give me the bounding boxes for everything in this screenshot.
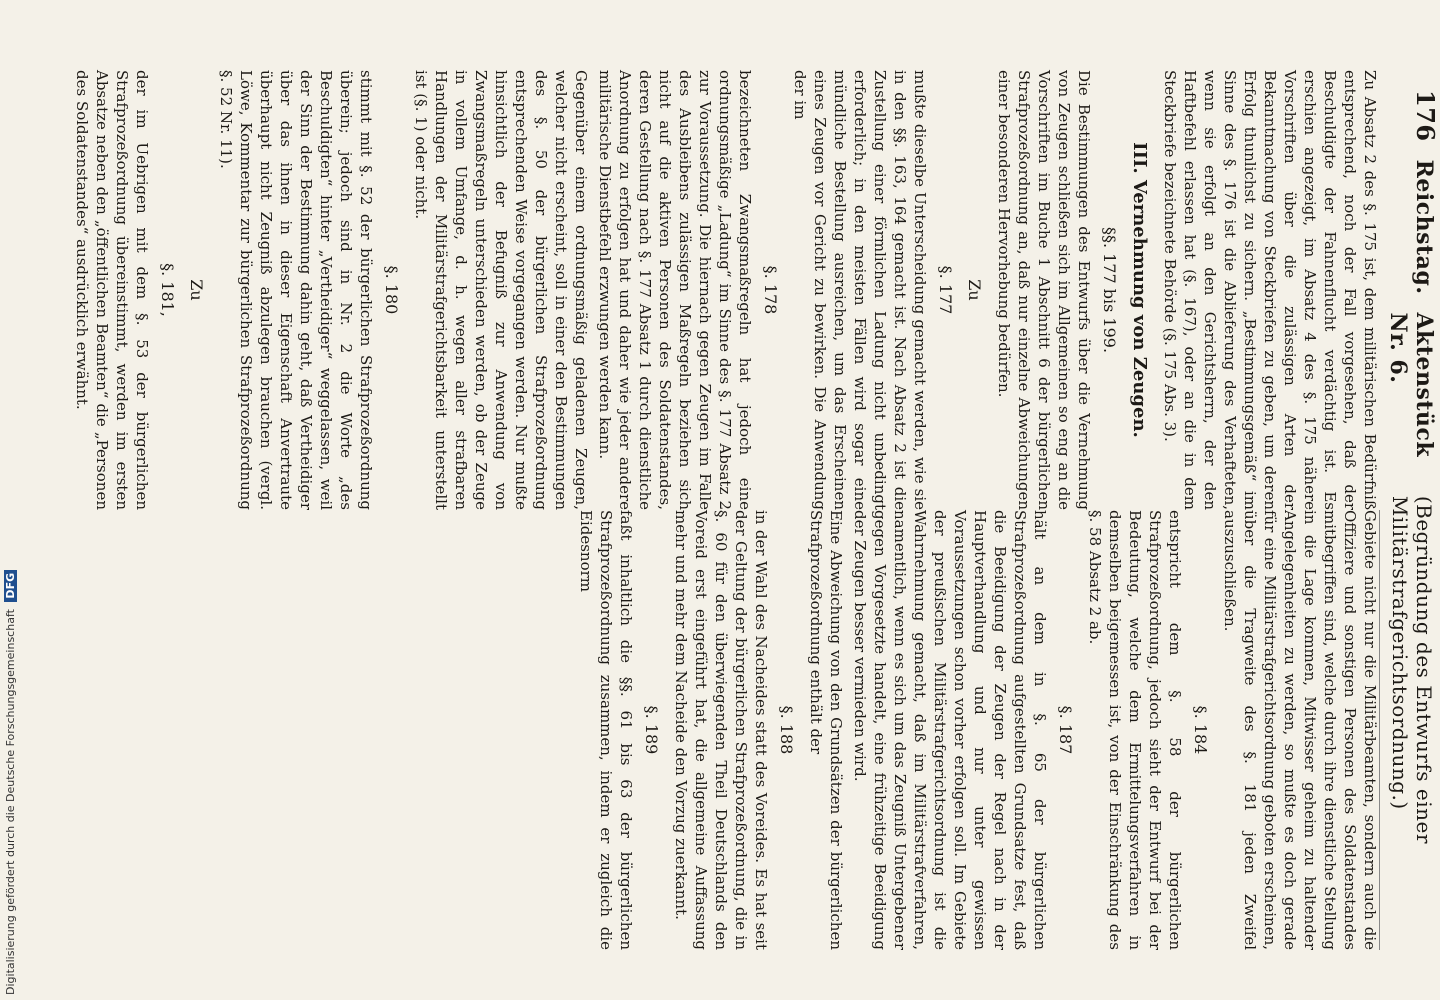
paragraph: hält an dem in §. 65 der bürgerlichen Strafprozeßordnung aufgestellten Grundsatze fest, daß die Beeidigung der Zeugen der Regel nach in der Hauptverhandlung und nur unter gewissen Voraussetzungen schon vorher erfolgen soll. Im Gebiete der preußischen Militärstrafgerichtsordnung ist die Wahrnehmung gemacht, daß im Militärstrafverfahren, namentlich, wenn es sich um das Zeugniß Untergebener gegen Vorgesetzte handelt, eine frühzeitige Beeidigung der Zeugen besser vermieden wird. <box>851 510 1049 950</box>
section-184-heading: §. 184 <box>1191 705 1210 755</box>
paragraph: Gegenüber einem ordnungsmäßig geladenen Zeugen, welcher nicht erscheint, soll in einer den Bestimmungen des §. 50 der bürgerlichen Strafprozeßordnung entsprechenden Weise vorgegangen werden. Nur mußte hinsichtlich der Befugniß zur Anwendung von Zwangsmaßregeln unterschieden werden, ob der Zeuge in vollem Umfange, d. h. wegen aller strafbaren Handlungen der Militärstrafgerichtsbarkeit unterstellt ist (§. 1) oder nicht. <box>412 70 590 510</box>
paragraph: bezeichneten Zwangsmaßregeln hat jedoch eine ordnungsmäßige „Ladung“ im Sinne des §. 177 Absatz 2 zur Voraussetzung. Die hiernach gegen Zeugen im Falle des Ausbleibens zulässigen Maßregeln beziehen sich nicht auf die aktiven Personen des Soldatenstandes, deren Gestellung nach §. 177 Absatz 1 durch dienstliche Anordnung zu erfolgen hat und daher wie jeder andere militärische Dienstbefehl erzwungen werden kann. <box>596 70 754 510</box>
publication-title: Reichstag. <box>1411 159 1437 295</box>
section-heading: III. Vernehmung von Zeugen. <box>1129 142 1150 438</box>
paragraph: Zu Absatz 2 des §. 175 ist, dem militärischen Bedürfniß entsprechend, noch der Fall vorgesehen, daß der Beschuldigte der Fahnenflucht verdächtig ist. Es erschien angezeigt, im Absatz 4 des §. 175 nähere Vorschriften über die zulässigen Arten der Bekanntmachung von Steckbriefen zu geben, um deren Erfolg thunlichst zu sichern. „Bestimmungsgemäß“ im Sinne des §. 176 ist die Ablieferung des Verhafteten, wenn sie erfolgt an den Gerichtsherrn, der den Haftbefehl erlassen hat (§. 167), oder an die in dem Steckbriefe bezeichnete Behörde (§. 175 Abs. 3). <box>1161 70 1379 510</box>
paragraph-range-heading: §§. 177 bis 199. <box>1100 226 1119 354</box>
digitization-credit <box>4 570 17 995</box>
section-178-heading: §. 178 <box>761 265 780 315</box>
section-177-heading: §. 177 <box>936 265 955 315</box>
document-subtitle: (Begründung des Entwurfs einer Militärstrafgerichtsordnung.) <box>1388 495 1436 844</box>
section-181-heading: §. 181, <box>158 263 177 317</box>
paragraph: entspricht dem §. 58 der bürgerlichen Strafprozeßordnung, jedoch sieht der Entwurf bei der Bedeutung, welche dem Ermittelungsverfahren in demselben beigemessen ist, von der Einschränkung des §. 58 Absatz 2 ab. <box>1086 510 1184 950</box>
page-number: 176 <box>1411 90 1440 142</box>
paragraph: stimmt mit §. 52 der bürgerlichen Strafprozeßordnung überein; jedoch sind in Nr. 2 die Worte „des Beschuldigten“ hinter „Vertheidiger“ weggelassen, weil der Sinn der Bestimmung dahin geht, daß Vertheidiger über das ihnen in dieser Eigenschaft Anvertraute überhaupt nicht Zeugniß abzulegen brauchen (vergl. Löwe, Kommentar zur bürgerlichen Strafprozeßordnung §. 52 Nr. 11). <box>217 70 375 510</box>
section-180-heading: §. 180 <box>382 265 401 315</box>
text-column-left <box>73 70 1380 510</box>
paragraph: faßt inhaltlich die §§. 61 bis 63 der bürgerlichen Strafprozeßordnung zusammen, indem er zugleich die Eidesnorm <box>577 510 635 950</box>
section-188-heading: §. 188 <box>777 705 796 755</box>
column-divider <box>1379 510 1380 950</box>
credit-text: Digitalisierung gefördert durch die Deutsche Forschungsgemeinschaft <box>4 609 17 995</box>
paragraph: Die Bestimmungen des Entwurfs über die Vernehmung von Zeugen schließen sich im Allgemeinen so eng an die Vorschriften im Buche 1 Abschnitt 6 der bürgerlichen Strafprozeßordnung an, daß nur einzelne Abweichungen einer besonderen Hervorhebung bedürfen. <box>995 70 1093 510</box>
page-header <box>1370 90 1440 990</box>
text-column-right <box>380 510 1380 950</box>
paragraph: Gebiete nicht nur die Militärbeamten, sondern auch die Offiziere und sonstigen Personen des Soldatenstandes mitbegriffen sind, welche durch ihre dienstliche Stellung in die Lage kommen, Mitwisser geheim zu haltender Angelegenheiten zu werden, so mußte es doch gerade für eine Militärstrafgerichtsordnung geboten erscheinen, über die Tragweite des §. 181 jeden Zweifel auszuschließen. <box>1221 510 1379 950</box>
paragraph: in der Wahl des Nacheides statt des Voreides. Es hat seit der Geltung der bürgerlichen Strafprozeßordnung, die in §. 60 für den überwiegenden Theil Deutschlands den Voreid erst eingeführt hat, die allgemeine Auffassung mehr und mehr dem Nacheide den Vorzug zuerkannt. <box>672 510 770 950</box>
section-189-heading: §. 189 <box>642 705 661 755</box>
paragraph: Eine Abweichung von den Grundsätzen der bürgerlichen Strafprozeßordnung enthält der <box>807 510 845 950</box>
zu-label: Zu <box>187 279 206 301</box>
section-187-heading: §. 187 <box>1056 705 1075 755</box>
dfg-logo: DFG <box>4 570 17 602</box>
zu-label: Zu <box>965 279 984 301</box>
document-label: Aktenstück Nr. 6. <box>1385 312 1437 458</box>
paragraph: mußte dieselbe Unterscheidung gemacht werden, wie sie in den §§. 163, 164 gemacht ist. Nach Absatz 2 ist die Zustellung einer förmlichen Ladung nicht unbedingt erforderlich; in den meisten Fällen wird sogar eine mündliche Bestellung ausreichen, um das Erscheinen eines Zeugen vor Gericht zu bewirken. Die Anwendung der im <box>791 70 929 510</box>
paragraph: der im Uebrigen mit dem §. 53 der bürgerlichen Strafprozeßordnung übereinstimmt, werden im ersten Absatze neben den „öffentlichen Beamten“ die „Personen des Soldatenstandes“ ausdrücklich erwähnt. <box>73 70 151 510</box>
